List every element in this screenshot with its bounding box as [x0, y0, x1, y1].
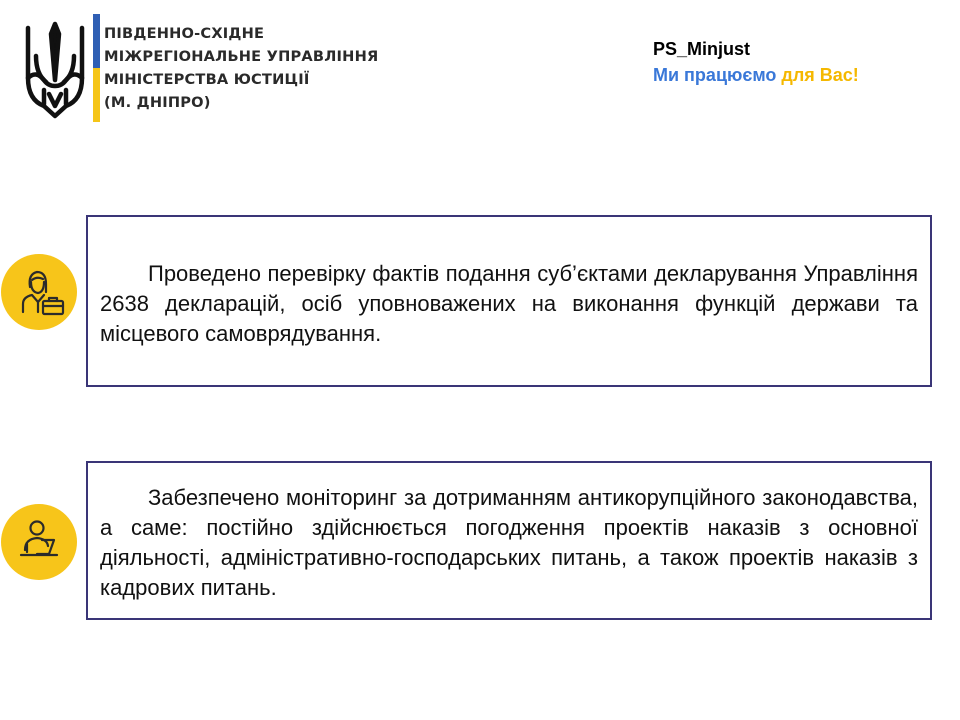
flag-blue-stripe: [93, 14, 100, 68]
monitoring-badge: [1, 504, 77, 580]
person-at-laptop-icon: [1, 504, 77, 580]
card-text: Забезпечено моніторинг за дотриманням антикорупційного законодавства, а саме: постійно здійснюється погодження проектів наказів з основної діяльності, адміністративно-господарських питань, а також проектів наказів з кадрових питань.: [100, 485, 918, 600]
brand-block: [653, 36, 859, 88]
org-name-line: МІНІСТЕРСТВА ЮСТИЦІЇ: [104, 71, 310, 88]
slogan: [653, 62, 859, 88]
org-name-line: (М. ДНІПРО): [104, 94, 211, 111]
flag-bar: [93, 14, 100, 122]
org-name-line: ПІВДЕННО-СХІДНЕ: [104, 25, 265, 42]
flag-yellow-stripe: [93, 68, 100, 122]
info-card: [86, 461, 932, 620]
official-with-briefcase-icon: [1, 254, 77, 330]
slogan-part-blue: Ми працюємо: [653, 65, 777, 85]
organization-name: [104, 22, 378, 114]
info-card: [86, 215, 932, 387]
card-text: Проведено перевірку фактів подання суб’єктами декларування Управління 2638 декларацій, осіб уповноважених на виконання функцій держави та місцевого самоврядування.: [100, 261, 918, 346]
org-name-line: МІЖРЕГІОНАЛЬНЕ УПРАВЛІННЯ: [104, 48, 379, 65]
ministry-logo: [22, 14, 422, 124]
trident-emblem-icon: [22, 20, 88, 120]
brand-handle: PS_Minjust: [653, 39, 751, 59]
slogan-part-yellow: для Вас!: [781, 65, 859, 85]
official-badge: [1, 254, 77, 330]
